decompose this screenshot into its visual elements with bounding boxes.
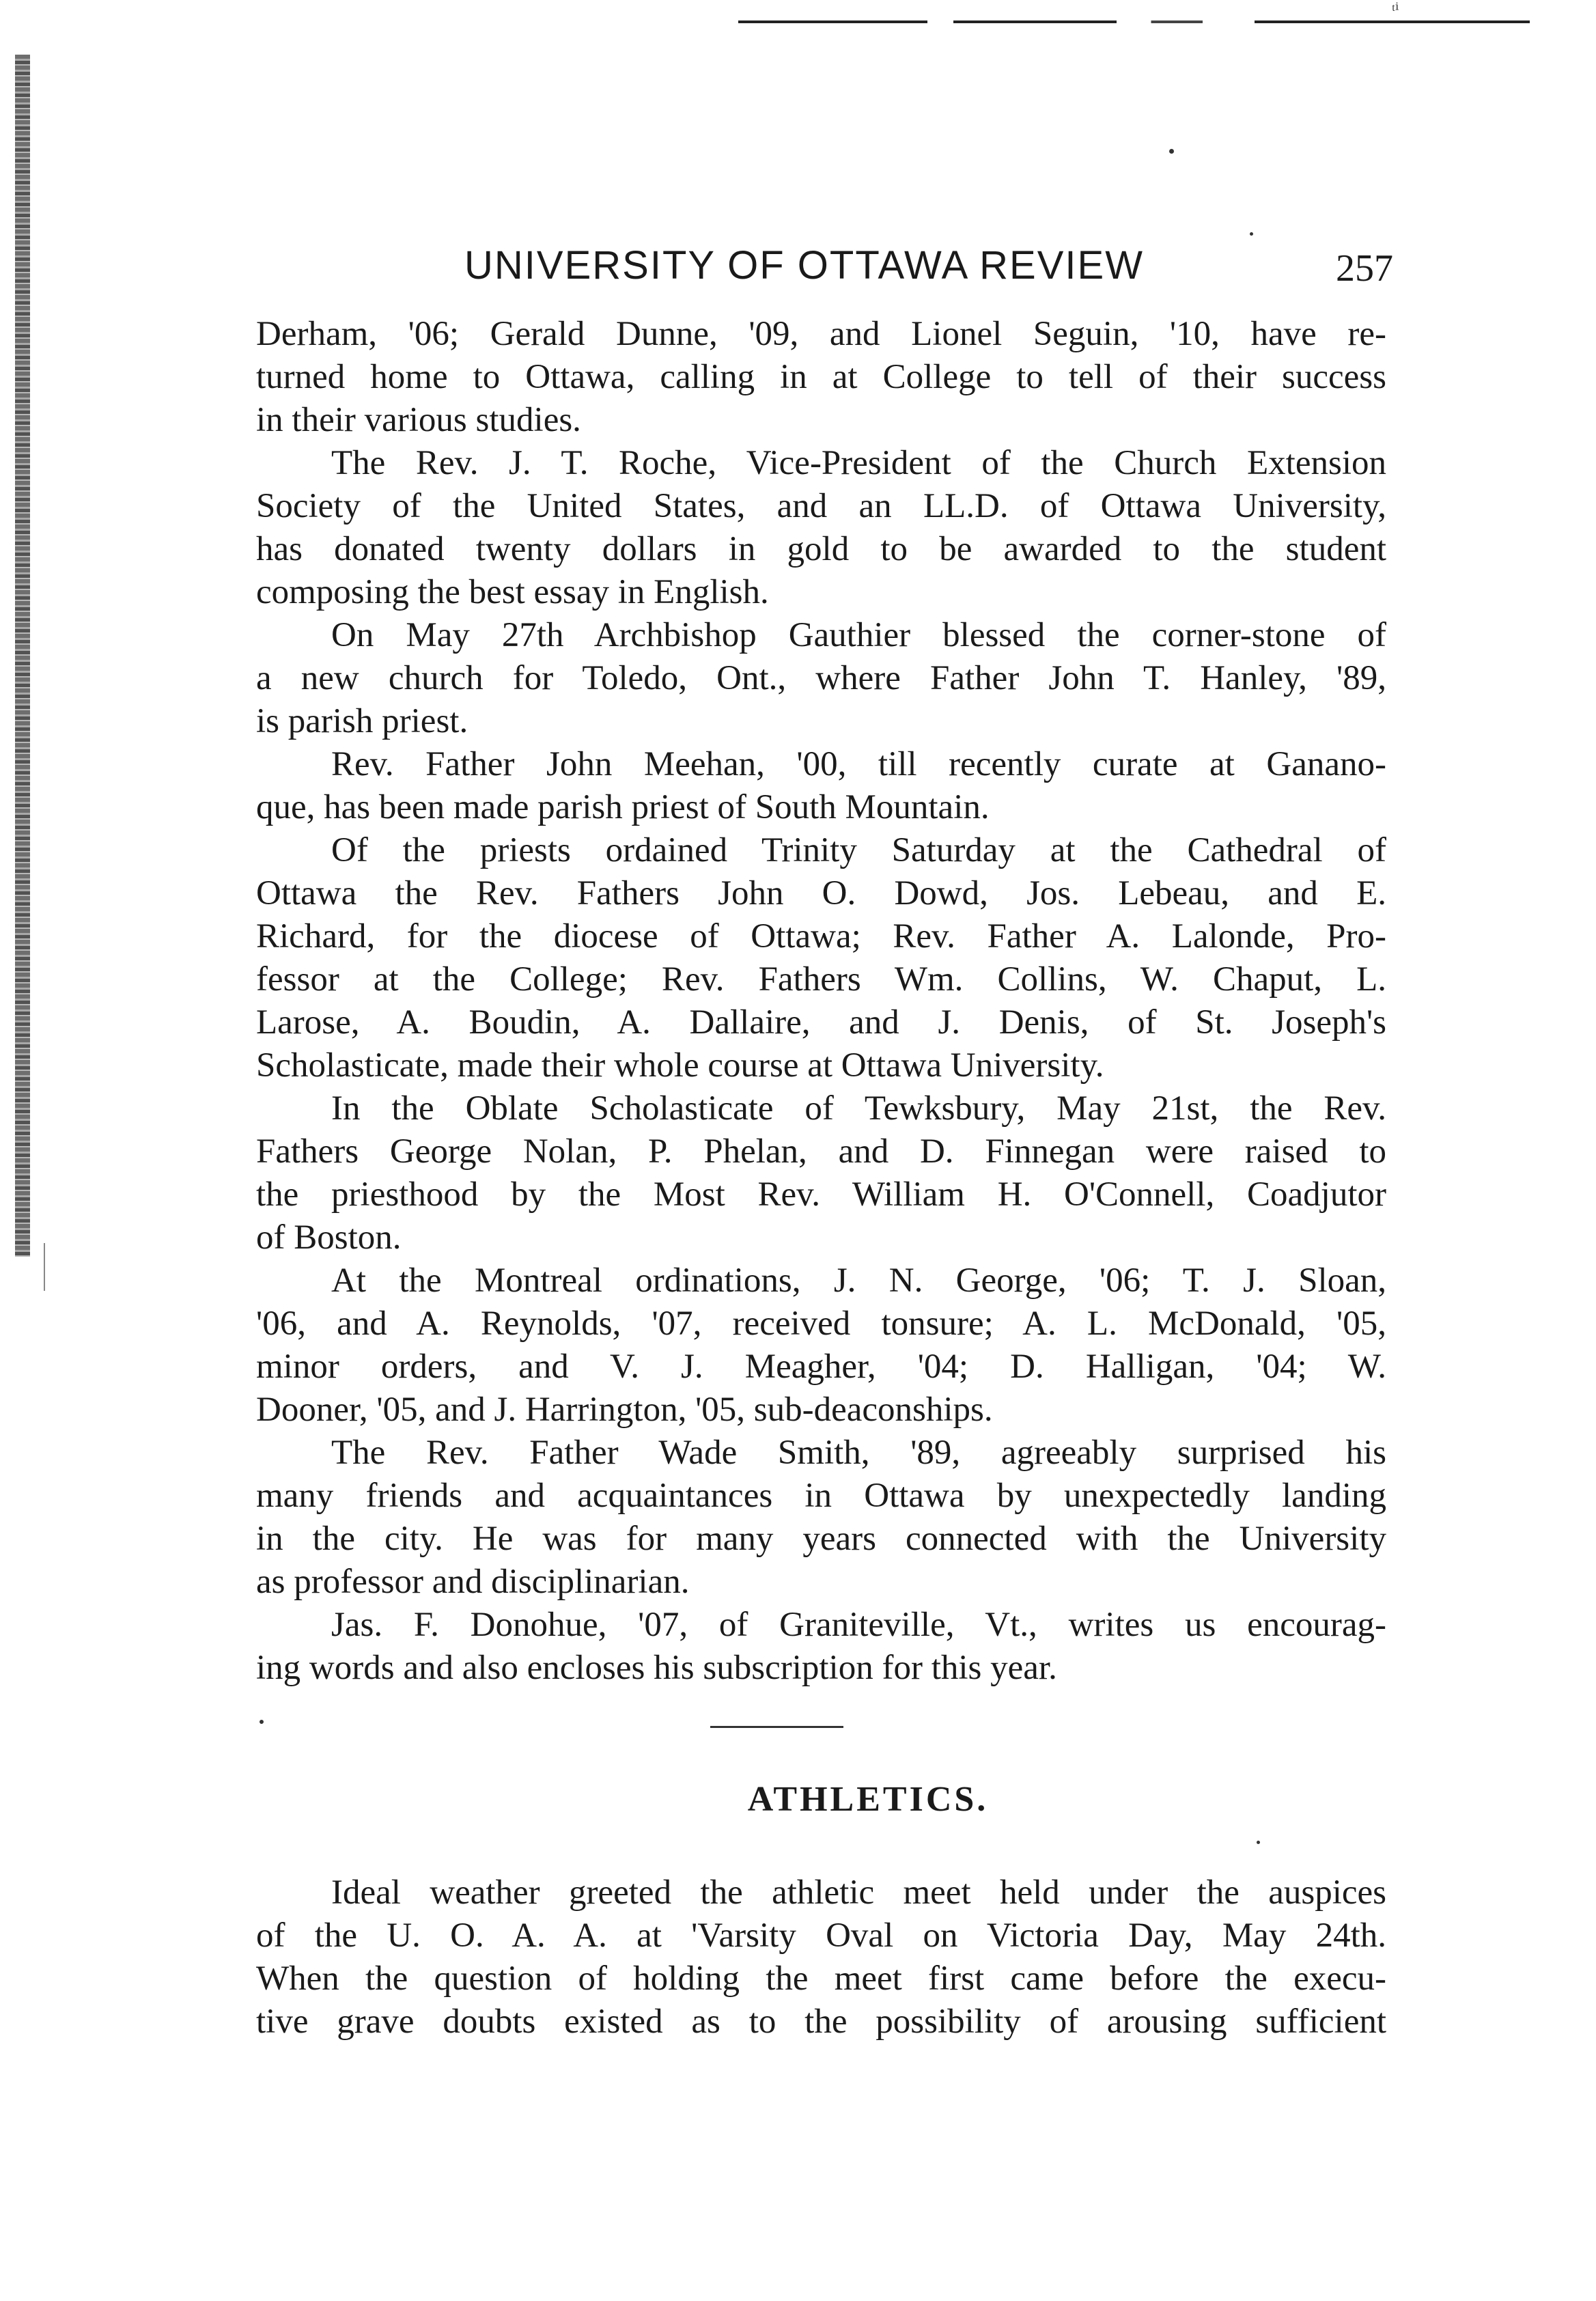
text-line: Fathers George Nolan, P. Phelan, and D. Finnegan were raised to [256,1132,1386,1171]
text-line: minor orders, and V. J. Meagher, '04; D. Halligan, '04; W. [256,1348,1386,1386]
text-line: The Rev. Father Wade Smith, '89, agreeably surprised his [331,1434,1386,1472]
text-line: composing the best essay in English. [256,573,769,611]
text-line: ing words and also encloses his subscription for this year. [256,1649,1057,1687]
text-line: many friends and acquaintances in Ottawa by unexpectedly landing [256,1477,1386,1515]
text-line: Dooner, '05, and J. Harrington, '05, sub-deaconships. [256,1391,993,1429]
news-column [256,313,1386,1690]
section-heading: ATHLETICS. [747,1780,989,1819]
text-line: of Boston. [256,1218,402,1257]
scan-speck [1250,232,1253,236]
text-line: as professor and disciplinarian. [256,1563,690,1601]
text-line: in the city. He was for many years connected with the University [256,1520,1386,1558]
binding-mark [44,1243,45,1291]
text-line: Of the priests ordained Trinity Saturday at the Cathedral of [331,831,1386,869]
text-line: in their various studies. [256,401,581,439]
text-line: Scholasticate, made their whole course at Ottawa University. [256,1046,1104,1085]
text-line: is parish priest. [256,702,468,740]
text-line: has donated twenty dollars in gold to be awarded to the student [256,530,1386,568]
page-binding-edge [15,55,30,1257]
text-line: the priesthood by the Most Rev. William H. O'Connell, Coadjutor [256,1175,1386,1214]
text-line: Society of the United States, and an LL.D. of Ottawa University, [256,487,1386,525]
text-line: Ideal weather greeted the athletic meet held under the auspices [331,1873,1386,1912]
scan-speck [1257,1841,1260,1844]
text-line: On May 27th Archbishop Gauthier blessed the corner-stone of [331,616,1386,654]
page-number: 257 [1336,247,1393,290]
text-line: '06, and A. Reynolds, '07, received tonsure; A. L. McDonald, '05, [256,1305,1386,1343]
section-divider [710,1726,843,1728]
text-line: Rev. Father John Meehan, '00, till recently curate at Ganano- [331,745,1386,783]
text-line: of the U. O. A. A. at 'Varsity Oval on Victoria Day, May 24th. [256,1916,1386,1955]
text-line: When the question of holding the meet first came before the execu- [256,1960,1386,1998]
text-line: Richard, for the diocese of Ottawa; Rev. Father A. Lalonde, Pro- [256,917,1386,956]
text-line: a new church for Toledo, Ont., where Father John T. Hanley, '89, [256,659,1386,697]
text-line: Derham, '06; Gerald Dunne, '09, and Lionel Seguin, '10, have re- [256,315,1386,353]
text-line: The Rev. J. T. Roche, Vice-President of the Church Extension [331,444,1386,482]
text-line: Jas. F. Donohue, '07, of Graniteville, Vt., writes us encourag- [331,1606,1386,1644]
corner-mark: ᵗⁱ [1392,0,1399,20]
scan-speck [1169,149,1174,154]
text-line: que, has been made parish priest of South Mountain. [256,788,990,826]
top-scan-rule [669,20,1530,23]
text-line: At the Montreal ordinations, J. N. George, '06; T. J. Sloan, [331,1261,1386,1300]
athletics-column [256,1871,1386,2044]
scan-speck [260,1720,264,1724]
text-line: In the Oblate Scholasticate of Tewksbury, May 21st, the Rev. [331,1089,1386,1128]
text-line: Larose, A. Boudin, A. Dallaire, and J. Denis, of St. Joseph's [256,1003,1386,1042]
running-header [464,242,1393,290]
journal-title: UNIVERSITY OF OTTAWA REVIEW [464,243,1144,288]
text-line: tive grave doubts existed as to the possibility of arousing sufficient [256,2003,1386,2041]
text-line: fessor at the College; Rev. Fathers Wm. Collins, W. Chaput, L. [256,960,1386,999]
text-line: Ottawa the Rev. Fathers John O. Dowd, Jos. Lebeau, and E. [256,874,1386,912]
text-line: turned home to Ottawa, calling in at College to tell of their success [256,358,1386,396]
